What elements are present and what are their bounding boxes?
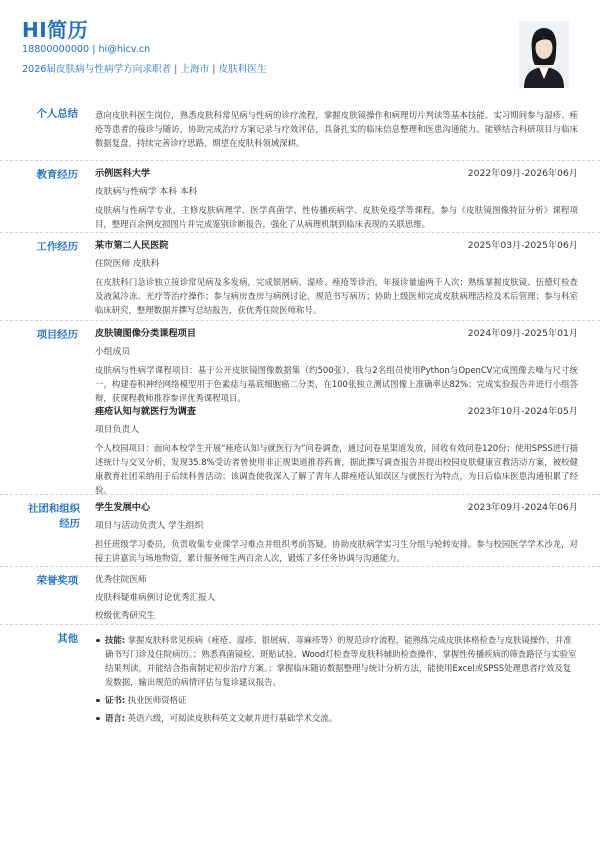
certificate-text: 执业医师资格证 <box>127 695 187 705</box>
work-entry-head <box>95 239 578 253</box>
campus-date: 2023年09月-2024年06月 <box>467 502 578 513</box>
skills-text: 掌握皮肤科常见疾病（痤疮、湿疹、银屑病、荨麻疹等）的规范诊疗流程，能熟练完成皮肤体格检查与皮肤镜操作，并准确书写门诊及住院病历。；熟悉真菌镜检、斑贴试验、Wood灯检查等皮肤科辅助检查操作，掌握性传播疾病的筛查路径与实验室结果判读，并能结合指南制定初步治疗方案。；掌握临床随访数据整理与统计分析方法，能使用Excel或SPSS处理患者疗效及复发数据，输出规范的病情评估与复诊建议报告。 <box>105 635 577 687</box>
work-position: 住院医师 皮肤科 <box>95 259 160 269</box>
work-desc: 在皮肤科门急诊独立接诊常见病及多发病，完成银屑病、湿疹、痤疮等诊治，年接诊量逾两千人次；熟练掌握皮肤镜、伍德灯检查及液氮冷冻、光疗等治疗操作；参与病房查房与病例讨论，规范书写病历；协助上级医师完成皮肤病理活检及术后管理；参与科室临床研究，整理数据并撰写总结报告，获优秀住院医师称号。 <box>95 277 578 315</box>
education-school: 示例医科大学 <box>95 168 151 179</box>
work-employer: 某市第二人民医院 <box>95 240 169 251</box>
job-intent: 2026届皮肤病与性病学方向求职者 | 上海市 | 皮肤科医生 <box>22 64 267 75</box>
work-title: 工作经历 <box>36 241 78 253</box>
resume-body <box>0 100 600 734</box>
other-title: 其他 <box>57 633 78 645</box>
project-role: 项目负责人 <box>95 425 139 435</box>
campus-title-line2: 经历 <box>59 518 80 530</box>
award-item: 优秀住院医师 <box>95 575 147 585</box>
summary-text: 意向皮肤科医生岗位，熟悉皮肤科常见病与性病的诊疗流程，掌握皮肤镜操作和病理切片判读等基本技能。实习期间参与湿疹、痤疮等患者的接诊与随访，协助完成治疗方案记录与疗效评估，具备扎实的临床信息整理和医患沟通能力。能够结合科研项目与临床数据复盘，持续完善诊疗思路，期望在皮肤科领域深耕。 <box>95 110 578 148</box>
education-desc: 皮肤病与性病学专业，主修皮肤病理学、医学真菌学、性传播疾病学、皮肤免疫学等课程。参与《皮肤镜图像特征分析》课程项目，整理百余例皮损图片并完成鉴别诊断报告，强化了从病理机制到临床表现的关联思维。 <box>95 205 578 229</box>
skills-item <box>95 633 578 689</box>
campus-desc: 担任班级学习委员，负责收集专业课学习难点并组织考前答疑，协助皮肤病学实习生分组与轮转安排。参与校园医学学术沙龙，对接主讲嘉宾与场地物资，累计服务师生两百余人次，锻炼了多任务协调与沟通能力。 <box>95 539 578 563</box>
language-text: 英语六级，可阅读皮肤科英文文献并进行基础学术交流。 <box>127 713 338 723</box>
campus-org: 学生发展中心 <box>95 502 151 513</box>
certificate-label: 证书: <box>105 695 126 705</box>
awards-section <box>0 566 600 624</box>
project-name: 痤疮认知与就医行为调查 <box>95 406 197 417</box>
projects-title: 项目经历 <box>36 329 78 341</box>
campus-role: 项目与活动负责人 学生组织 <box>95 521 204 531</box>
brand-logo: HI简历 <box>22 18 89 42</box>
skills-label: 技能: <box>105 635 126 645</box>
education-major: 皮肤病与性病学 本科 本科 <box>95 187 198 197</box>
campus-section <box>0 494 600 566</box>
language-item <box>95 711 578 725</box>
campus-entry-head <box>95 501 578 515</box>
work-section <box>0 232 600 320</box>
summary-section <box>0 100 600 160</box>
project-role: 小组成员 <box>95 347 131 357</box>
campus-title-line1: 社团和组织 <box>28 503 80 515</box>
resume-header <box>0 0 600 100</box>
project-desc: 皮肤病与性病学课程项目：基于公开皮肤镜图像数据集（约500张），我与2名组员使用Python与OpenCV完成图像去噪与尺寸统一，构建卷积神经网络模型用于色素痣与基底细胞癌二分类，在100张独立测试图像上准确率达82%；完成实验报告并进行小组答辩，获课程教师推荐参评优秀课程项目。 <box>95 365 578 403</box>
award-item: 皮肤科疑难病例讨论优秀汇报人 <box>95 593 216 603</box>
other-list <box>95 633 578 725</box>
project-name: 皮肤镜图像分类课程项目 <box>95 328 197 339</box>
campus-title <box>0 502 80 532</box>
language-label: 语言: <box>105 713 126 723</box>
project-entry-head <box>95 405 578 419</box>
work-date: 2025年03月-2025年06月 <box>467 240 578 251</box>
project-entry-head <box>95 327 578 341</box>
certificate-item <box>95 693 578 707</box>
other-section <box>0 624 600 734</box>
projects-section <box>0 320 600 494</box>
education-title: 教育经历 <box>36 169 78 181</box>
summary-title: 个人总结 <box>36 108 78 120</box>
award-item: 校级优秀研究生 <box>95 611 156 621</box>
avatar <box>519 21 569 88</box>
contact-info: 18800000000 | hi@hicv.cn <box>22 44 151 55</box>
project-desc: 个人校园项目：面向本校学生开展“痤疮认知与就医行为”问卷调查，通过问卷星渠道发放，回收有效问卷120份；使用SPSS进行描述统计与交叉分析，发现35.8%受访者曾使用非正规渠道推荐药膏，据此撰写调查报告并提出校园皮肤健康宣教活动方案，被校健康教育社团采纳用于后续科普活动；该调查使我深入了解了青年人群痤疮认知误区与就医行为特点，为日后临床医患沟通积累了经验。 <box>95 443 578 495</box>
project-date: 2024年09月-2025年01月 <box>467 328 578 339</box>
awards-title: 荣誉奖项 <box>36 575 78 587</box>
education-entry-head <box>95 167 578 181</box>
avatar-photo-icon <box>519 21 569 88</box>
education-section <box>0 160 600 232</box>
project-date: 2023年10月-2024年05月 <box>467 406 578 417</box>
education-date: 2022年09月-2026年06月 <box>467 168 578 179</box>
